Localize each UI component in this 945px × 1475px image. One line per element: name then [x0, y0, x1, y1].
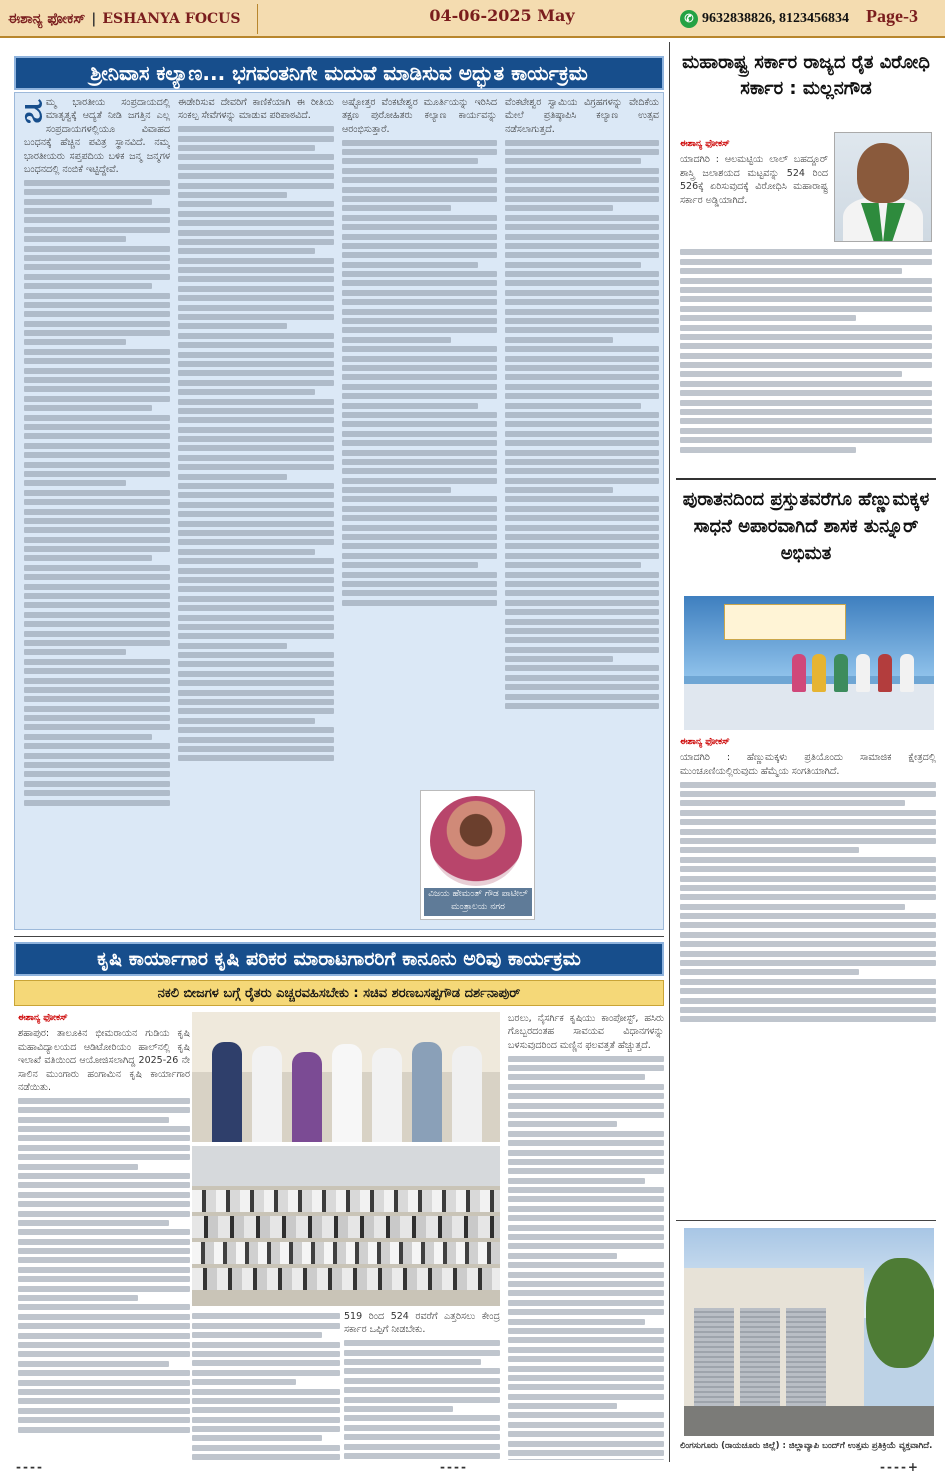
story2-col3-text: 519 ರಿಂದ 524 ರವರೆಗೆ ಎತ್ತರಿಸಲು ಕೇಂದ್ರ ಸರ್ಕಾರ ಒಪ್ಪಿಗೆ ನೀಡಬೇಕು. — [344, 1311, 500, 1336]
story2-intro: ಶಹಾಪುರ: ತಾಲೂಕಿನ ಭೀಮರಾಯನ ಗುಡಿಯ ಕೃಷಿ ಮಹಾವಿದ್ಯಾಲಯದ ಆಡಿಟೋರಿಯಂ ಹಾಲ್‌ನಲ್ಲಿ ಕೃಷಿ ಇಲಾಖೆ ವತಿಯಿಂದ ಆಯೋಜಿಸಲಾಗಿದ್ದ 2025-26 ನೇ ಸಾಲಿನ ಮುಂಗಾರು ಹಂಗಾಮಿನ ಕೃಷಿ ಕಾರ್ಯಾಗಾರ ನಡೆಯಿತು. — [18, 1028, 190, 1094]
story2-subhead: ನಕಲಿ ಬೀಜಗಳ ಬಗ್ಗೆ ರೈತರು ಎಚ್ಚರವಹಿಸಬೇಕು : ಸಚಿವ ಶರಣಬಸಪ್ಪಗೌಡ ದರ್ಶನಾಪುರ್ — [14, 980, 664, 1006]
right1-body-lines — [680, 246, 932, 460]
column-divider — [669, 42, 670, 1462]
masthead-name-english: ESHANYA FOCUS — [102, 11, 241, 27]
story1-col4-text: ವೆಂಕಟೇಶ್ವರ ಸ್ವಾಮಿಯ ವಿಗ್ರಹಗಳನ್ನು ವೇದಿಕೆಯ ಮೇಲೆ ಪ್ರತಿಷ್ಠಾಪಿಸಿ ಕಲ್ಯಾಣ ಉತ್ಸವ ನಡೆಸಲಾಗುತ್ತದೆ. — [505, 97, 659, 135]
story1-col1-text: ಮ್ಮ ಭಾರತೀಯ ಸಂಪ್ರದಾಯದಲ್ಲಿ ಮಾತೃತ್ವಕ್ಕೆ ಆದ್ಯತೆ ನೀಡಿ ಜಗತ್ತಿನ ಎಲ್ಲ ಸಂಪ್ರದಾಯಗಳಲ್ಲಿಯೂ ವಿವಾಹದ ಬಂಧನಕ್ಕೆ ಹೆಚ್ಚಿನ ಪವಿತ್ರ ಸ್ಥಾನವಿದೆ. ನಮ್ಮ ಭಾರತೀಯರು ಸಪ್ತಪದಿಯ ಬಳಿಕ ಜನ್ಮ ಜನ್ಮಗಳ ಬಂಧನದಲ್ಲಿ ನಂಬಿಕೆ ಇಟ್ಟಿದ್ದೇವೆ. — [24, 97, 170, 176]
page-number: Page-3 — [866, 6, 918, 26]
right2-intro: ಯಾದಗಿರಿ : ಹೆಣ್ಣುಮಕ್ಕಳು ಪ್ರತಿಯೊಂದು ಸಾಮಾಜಿಕ ಕ್ಷೇತ್ರದಲ್ಲಿ ಮುಂಚೂಣಿಯಲ್ಲಿರುವುದು ಹೆಮ್ಮೆಯ ಸಂಗತಿಯಾಗಿದೆ. — [680, 752, 936, 777]
story2-column-1 — [18, 1012, 190, 1460]
story1-headline: ಶ್ರೀನಿವಾಸ ಕಲ್ಯಾಣ... ಭಗವಂತನಿಗೇ ಮದುವೆ ಮಾಡಿಸುವ ಅದ್ಭುತ ಕಾರ್ಯಕ್ರಮ — [14, 56, 664, 90]
author-name: ವಿಜಯ ಹೇಮಂತ್ ಗೌಡ ಪಾಟೀಲ್ — [428, 889, 528, 899]
body-text-lines — [680, 782, 936, 1026]
divider — [676, 1220, 936, 1221]
story2-headline: ಕೃಷಿ ಕಾರ್ಯಾಗಾರ ಕೃಷಿ ಪರಿಕರ ಮಾರಾಟಗಾರರಿಗೆ ಕಾನೂನು ಅರಿವು ಕಾರ್ಯಕ್ರಮ — [14, 942, 664, 976]
right3-caption: ಲಿಂಗಸುಗೂರು (ರಾಯಚೂರು ಜಿಲ್ಲೆ) : ಜಿಲ್ಲಾವ್ಯಾಪಿ ಬಂದ್‌ಗೆ ಉತ್ತಮ ಪ್ರತಿಕ್ರಿಯೆ ವ್ಯಕ್ತವಾಗಿದೆ. — [680, 1441, 933, 1451]
footer-mark-right: ----+ — [880, 1460, 920, 1474]
phone-numbers: 9632838826, 8123456834 — [702, 11, 849, 26]
divider — [14, 936, 664, 937]
story1-column-1 — [24, 96, 170, 922]
footer-mark-left: ---- — [16, 1460, 44, 1474]
masthead-title: ಈಶಾನ್ಯ ಫೋಕಸ್ | ESHANYA FOCUS — [8, 4, 258, 34]
author-place: ಮಂತ್ರಾಲಯ ನಗರ — [451, 902, 505, 912]
body-text-lines — [342, 140, 497, 606]
story2-column-3 — [344, 1310, 500, 1460]
story2-col4-text: ಬರಲು, ನೈಸರ್ಗಿಕ ಕೃಷಿಯು ಕಾಂಪೋಸ್ಟ್, ಹಸಿರು ಗೊಬ್ಬರದಂತಹ ಸಾವಯವ ವಿಧಾನಗಳನ್ನು ಬಳಸುವುದರಿಂದ ಮಣ್ಣಿನ ಫಲವತ್ತತೆ ಹೆಚ್ಚುತ್ತದೆ. — [508, 1013, 664, 1051]
story2-column-2 — [192, 1310, 340, 1460]
body-text-lines — [18, 1098, 190, 1433]
story1-col3-text: ಅಷ್ಟೋತ್ತರ ವೆಂಕಟೇಶ್ವರ ಮೂರ್ತಿಯನ್ನು ಇರಿಸಿದ ತಕ್ಷಣ ಪುರೋಹಿತರು ಕಲ್ಯಾಣ ಕಾರ್ಯವನ್ನು ಆರಂಭಿಸುತ್ತಾರೆ. — [342, 97, 497, 135]
author-caption — [424, 888, 532, 916]
right2-photo — [684, 596, 934, 730]
right1-byline: ಈಶಾನ್ಯ ಫೋಕಸ್ — [680, 139, 730, 149]
right1-body — [680, 138, 828, 243]
right3-photo — [684, 1228, 934, 1436]
masthead-name-kannada: ಈಶಾನ್ಯ ಫೋಕಸ್ — [8, 11, 86, 27]
body-text-lines — [24, 180, 170, 806]
body-text-lines — [344, 1340, 500, 1460]
body-text-lines — [508, 1056, 664, 1460]
story2-photo-2 — [192, 1146, 500, 1306]
story2-photo-1 — [192, 1012, 500, 1142]
dropcap: ನ — [24, 96, 43, 131]
whatsapp-icon: ✆ — [680, 10, 698, 28]
right1-photo — [834, 132, 932, 242]
right1-intro: ಯಾದಗಿರಿ : ಆಲಮಟ್ಟಿಯ ಲಾಲ್ ಬಹದ್ದೂರ್ ಶಾಸ್ತ್ರಿ ಜಲಾಶಯದ ಮಟ್ಟವನ್ನು 524 ರಿಂದ 526ಕ್ಕೆ ಏರಿಸುವುದಕ್ಕೆ ವಿರೋಧಿಸಿ ಮಹಾರಾಷ್ಟ್ರ ಸರ್ಕಾರ ಅಡ್ಡಿಯಾಗಿದೆ. — [680, 154, 828, 206]
story2-byline: ಈಶಾನ್ಯ ಫೋಕಸ್ — [18, 1013, 68, 1023]
right2-headline: ಪುರಾತನದಿಂದ ಪ್ರಸ್ತುತವರೆಗೂ ಹೆಣ್ಣುಮಕ್ಕಳ ಸಾಧನೆ ಅಪಾರವಾಗಿದೆ ಶಾಸಕ ತುನ್ನೂರ್ ಅಭಿಮತ — [676, 478, 936, 592]
right2-body — [680, 736, 936, 1026]
author-photo — [430, 796, 522, 886]
story1-col2-text: ಈಡೇರಿಸುವ ದೇವರಿಗೆ ಕಾಣಿಕೆಯಾಗಿ ಈ ರೀತಿಯ ಸಂಕಲ್ಪ ಸೇವೆಗಳನ್ನು ಮಾಡುವ ಪರಿಪಾಠವಿದೆ. — [178, 97, 334, 122]
issue-date: 04-06-2025 May — [429, 6, 575, 25]
right2-byline: ಈಶಾನ್ಯ ಫೋಕಸ್ — [680, 737, 730, 747]
story2-column-4 — [508, 1012, 664, 1460]
contact-phone — [680, 8, 860, 30]
body-text-lines — [505, 140, 659, 709]
body-text-lines — [178, 126, 334, 761]
footer-mark-mid: ---- — [440, 1460, 468, 1474]
story1-column-2 — [178, 96, 334, 922]
right1-headline: ಮಹಾರಾಷ್ಟ್ರ ಸರ್ಕಾರ ರಾಜ್ಯದ ರೈತ ವಿರೋಧಿ ಸರ್ಕಾರ : ಮಲ್ಲನಗೌಡ — [682, 52, 930, 99]
